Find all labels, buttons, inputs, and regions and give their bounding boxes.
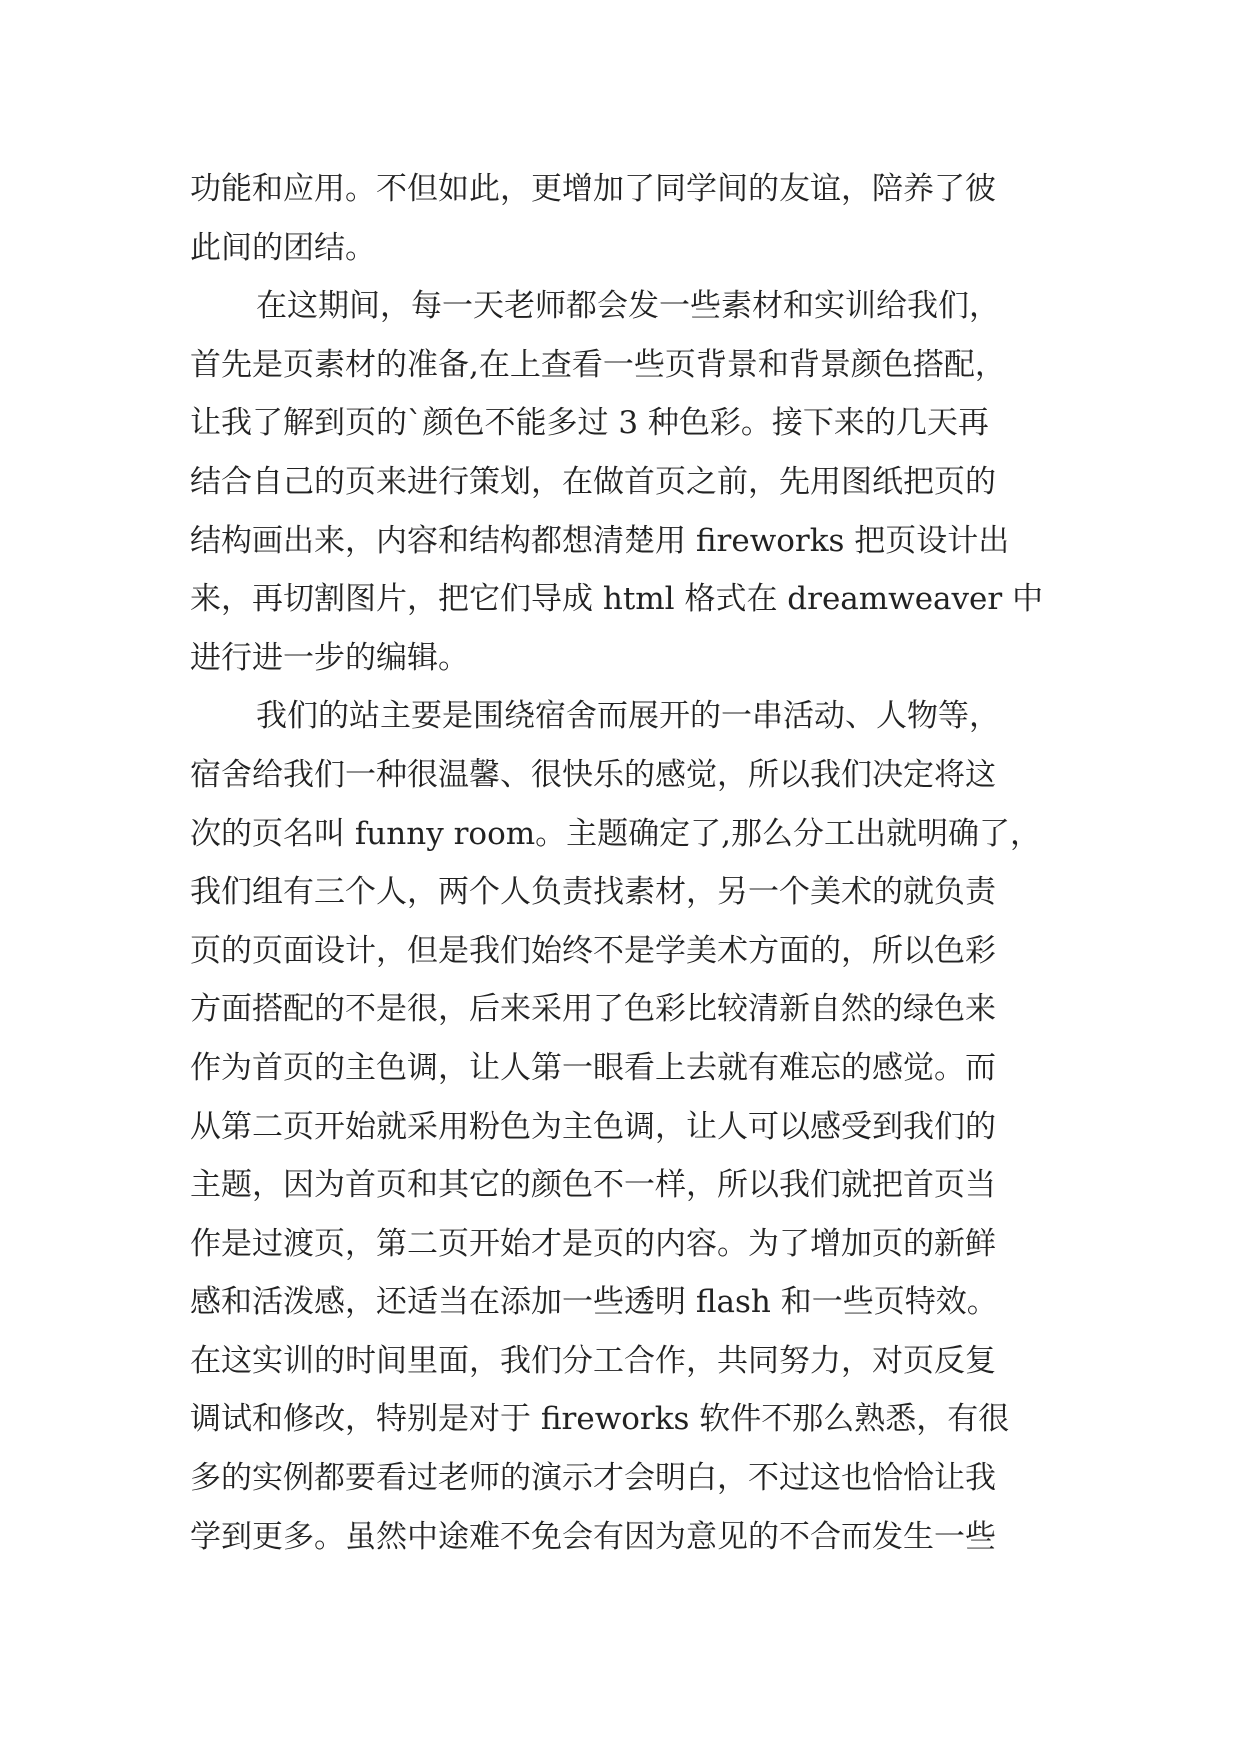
text-line: 进行进一步的编辑。 (190, 639, 469, 676)
text-line: 次的页名叫 funny room。主题确定了,那么分工出就明确了， (190, 815, 1041, 852)
text-line: 在这实训的时间里面，我们分工合作，共同努力，对页反复 (190, 1342, 996, 1379)
text-line: 多的实例都要看过老师的演示才会明白，不过这也恰恰让我 (190, 1460, 996, 1497)
text-line: 作为首页的主色调，让人第一眼看上去就有难忘的感觉。而 (190, 1049, 996, 1086)
text-line: 宿舍给我们一种很温馨、很快乐的感觉，所以我们决定将这 (190, 756, 996, 793)
text-line: 功能和应用。不但如此，更增加了同学间的友谊，陪养了彼 (190, 171, 996, 207)
paragraph-start-line: 我们的站主要是围绕宿舍而展开的一串活动、人物等， (256, 698, 1000, 735)
text-line: 从第二页开始就采用粉色为主色调，让人可以感受到我们的 (190, 1108, 996, 1145)
text-line: 页的页面设计，但是我们始终不是学美术方面的，所以色彩 (190, 932, 996, 969)
text-line: 首先是页素材的准备,在上查看一些页背景和背景颜色搭配， (190, 346, 1006, 383)
text-line: 方面搭配的不是很，后来采用了色彩比较清新自然的绿色来 (190, 991, 996, 1028)
text-line: 感和活泼感，还适当在添加一些透明 flash 和一些页特效。 (190, 1284, 998, 1321)
text-line: 主题，因为首页和其它的颜色不一样，所以我们就把首页当 (190, 1167, 996, 1204)
paragraph-start-line: 在这期间，每一天老师都会发一些素材和实训给我们， (256, 288, 1000, 325)
text-line: 结构画出来，内容和结构都想清楚用 fireworks 把页设计出 (190, 522, 1010, 559)
text-line: 我们组有三个人，两个人负责找素材，另一个美术的就负责 (190, 874, 996, 911)
text-line: 调试和修改，特别是对于 fireworks 软件不那么熟悉，有很 (190, 1401, 1010, 1438)
text-line: 来，再切割图片，把它们导成 html 格式在 dreamweaver 中 (190, 581, 1044, 618)
text-line: 学到更多。虽然中途难不免会有因为意见的不合而发生一些 (190, 1518, 996, 1555)
text-line: 作是过渡页，第二页开始才是页的内容。为了增加页的新鲜 (190, 1225, 996, 1262)
document-body (190, 160, 1050, 1566)
text-line: 此间的团结。 (190, 229, 376, 266)
text-line: 让我了解到页的`颜色不能多过 3 种色彩。接下来的几天再 (190, 405, 989, 442)
text-line: 结合自己的页来进行策划，在做首页之前，先用图纸把页的 (190, 463, 996, 500)
